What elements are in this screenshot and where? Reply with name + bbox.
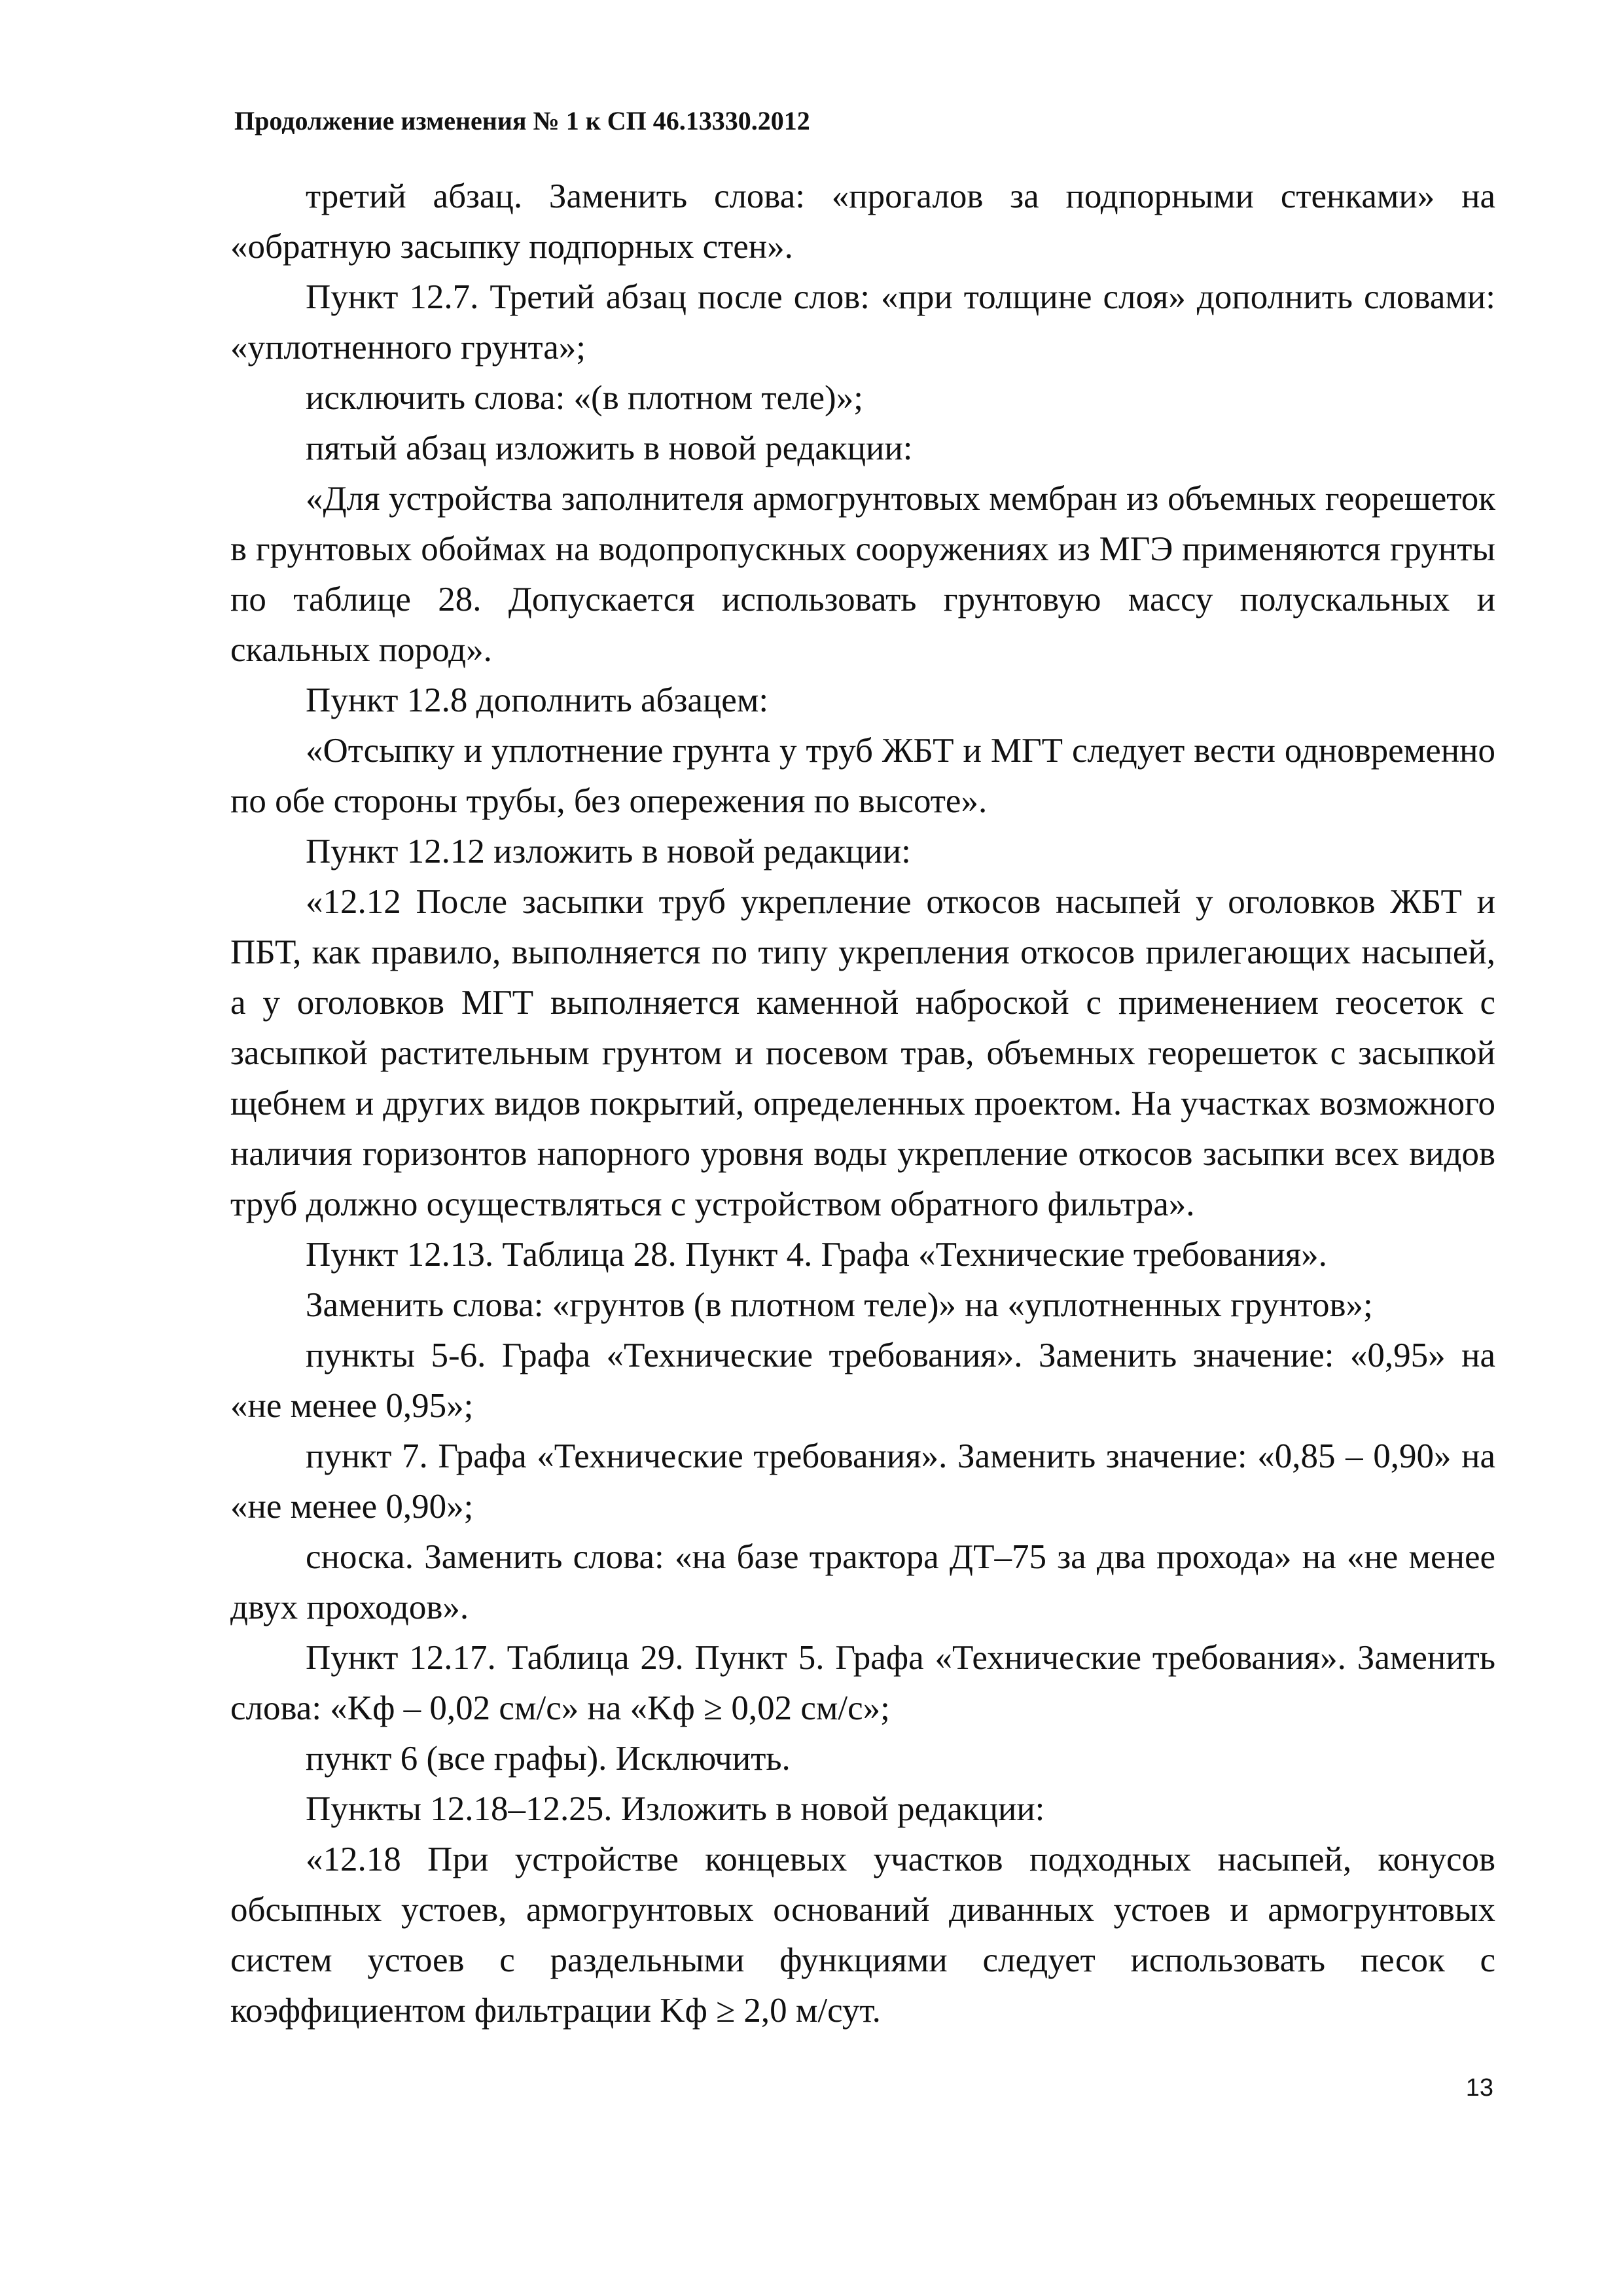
paragraph: «Для устройства заполнителя армогрунтовых мембран из объемных георешеток в грунтовых обоймах на водопропускных сооружениях из МГЭ применяются грунты по таблице 28. Допускается использовать грунтовую массу полускальных и скальных пород».	[230, 480, 1495, 669]
document-body	[230, 171, 1495, 2036]
paragraph: исключить слова: «(в плотном теле)»;	[306, 379, 863, 417]
paragraph: Пункт 12.7. Третий абзац после слов: «при толщине слоя» дополнить словами: «уплотненного грунта»;	[230, 278, 1495, 367]
paragraph: Заменить слова: «грунтов (в плотном теле)» на «уплотненных грунтов»;	[306, 1286, 1373, 1324]
paragraph: Пункты 12.18–12.25. Изложить в новой редакции:	[306, 1790, 1045, 1828]
paragraph: «Отсыпку и уплотнение грунта у труб ЖБТ и МГТ следует вести одновременно по обе стороны трубы, без опережения по высоте».	[230, 732, 1495, 820]
paragraph: Пункт 12.12 изложить в новой редакции:	[306, 833, 911, 870]
page-header: Продолжение изменения № 1 к СП 46.13330.2012	[234, 106, 810, 135]
paragraph: пункты 5-6. Графа «Технические требования». Заменить значение: «0,95» на «не менее 0,95»;	[230, 1336, 1495, 1425]
paragraph: пункт 7. Графа «Технические требования». Заменить значение: «0,85 – 0,90» на «не менее 0,90»;	[230, 1437, 1495, 1526]
paragraph: Пункт 12.17. Таблица 29. Пункт 5. Графа «Технические требования». Заменить слова: «Kф – 0,02 см/с» на «Kф ≥ 0,02 см/с»;	[230, 1639, 1495, 1727]
paragraph: «12.12 После засыпки труб укрепление откосов насыпей у оголовков ЖБТ и ПБТ, как правило, выполняется по типу укрепления откосов прилегающих насыпей, а у оголовков МГТ выполняется каменной наброской с применением геосеток с засыпкой растительным грунтом и посевом трав, объемных георешеток с засыпкой щебнем и других видов покрытий, определенных проектом. На участках возможного наличия горизонтов напорного уровня воды укрепление откосов засыпки всех видов труб должно осуществляться с устройством обратного фильтра».	[230, 883, 1495, 1223]
paragraph: пункт 6 (все графы). Исключить.	[306, 1740, 791, 1778]
paragraph: третий абзац. Заменить слова: «прогалов за подпорными стенками» на «обратную засыпку подпорных стен».	[230, 177, 1495, 266]
paragraph: пятый абзац изложить в новой редакции:	[306, 429, 913, 467]
page-number: 13	[1465, 2074, 1493, 2102]
paragraph: сноска. Заменить слова: «на базе трактора ДТ–75 за два прохода» на «не менее двух проходов».	[230, 1538, 1495, 1626]
paragraph: «12.18 При устройстве концевых участков подходных насыпей, конусов обсыпных устоев, армогрунтовых оснований диванных устоев и армогрунтовых систем устоев с раздельными функциями следует использовать песок с коэффициентом фильтрации Kф ≥ 2,0 м/сут.	[230, 1840, 1495, 2030]
paragraph: Пункт 12.8 дополнить абзацем:	[306, 681, 769, 719]
paragraph: Пункт 12.13. Таблица 28. Пункт 4. Графа «Технические требования».	[306, 1236, 1327, 1274]
